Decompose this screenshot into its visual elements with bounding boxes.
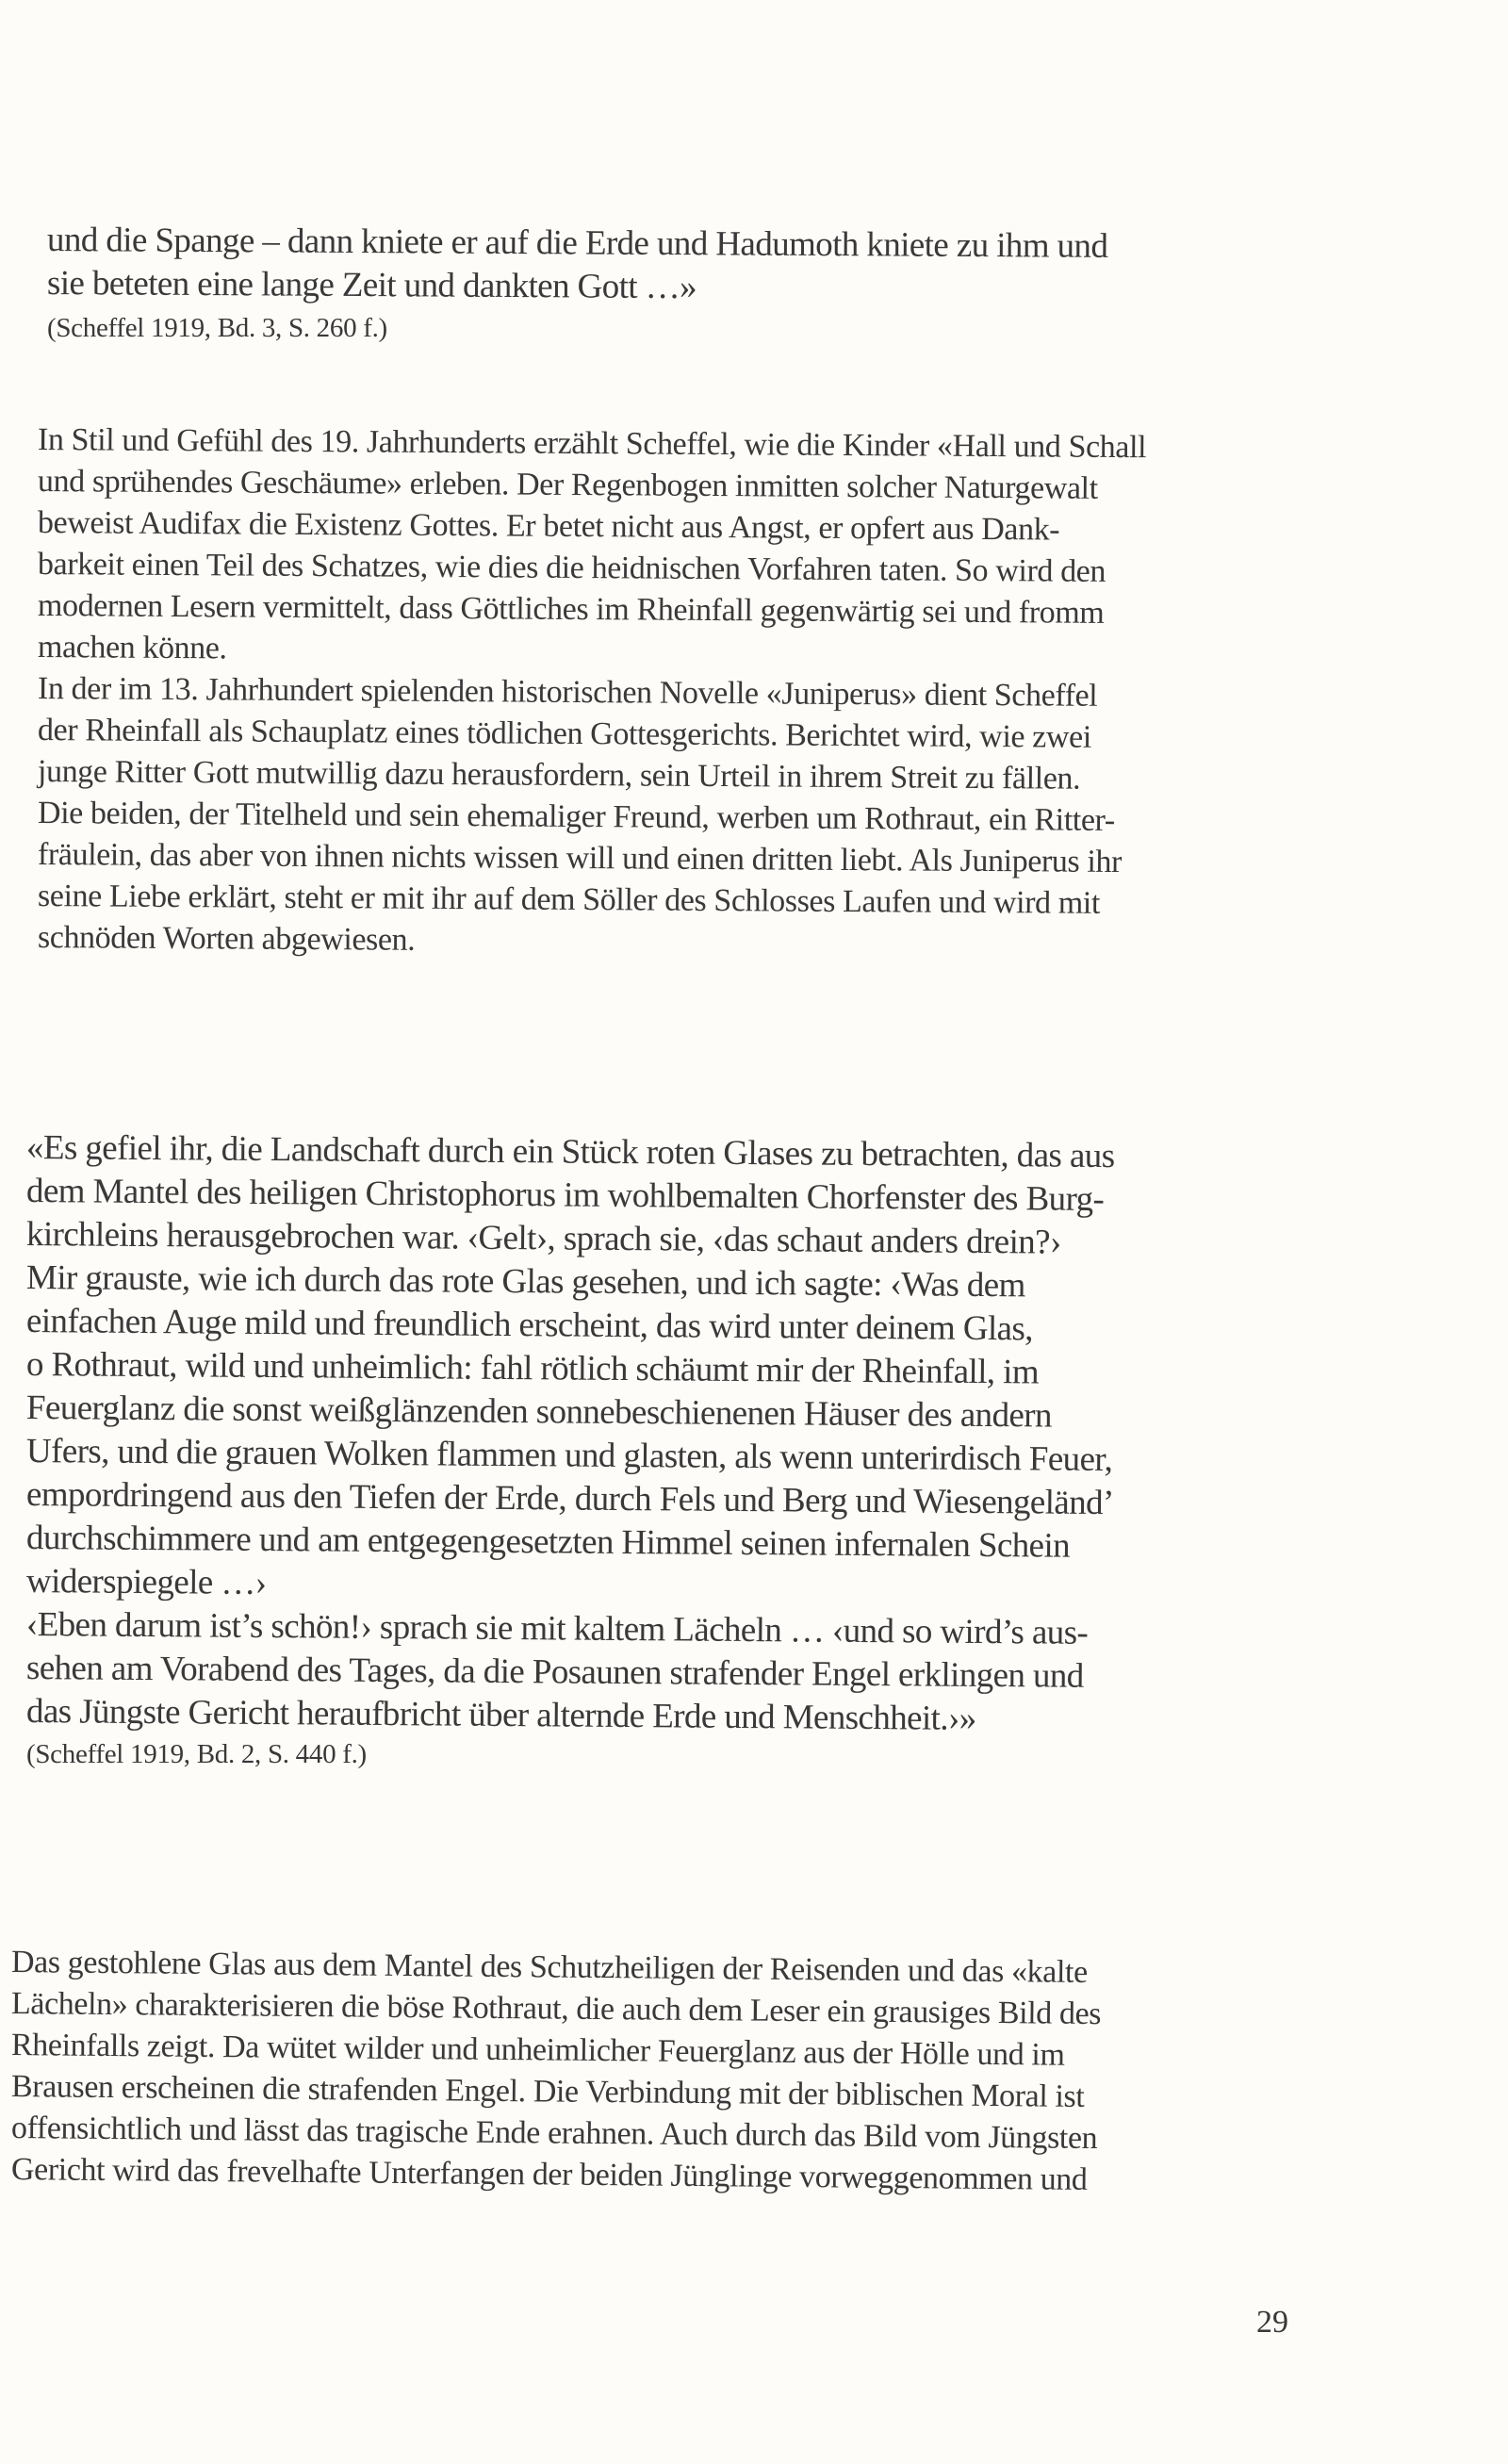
body-line: In der im 13. Jahrhundert spielenden historischen Novelle «Juniperus» dient Scheffel [37,671,1098,714]
body-line: Rheinfalls zeigt. Da wütet wilder und unheimlicher Feuerglanz aus der Hölle und im [10,2028,1065,2073]
quote-block-2 [26,1126,1115,1773]
body-line: beweist Audifax die Existenz Gottes. Er betet nicht aus Angst, er opfert aus Dank- [37,505,1060,548]
quote-line: o Rothraut, wild und unheimlich: fahl rötlich schäumt mir der Rheinfall, im [25,1345,1040,1392]
quote-line: kirchleins herausgebrochen war. ‹Gelt›, sprach sie, ‹das schaut anders drein?› [25,1215,1061,1262]
quote-line: und die Spange – dann kniete er auf die Erde und Hadumoth kniete zu ihm und [46,221,1108,266]
quote-line: das Jüngste Gericht heraufbricht über alternde Erde und Menschheit.›» [25,1692,976,1738]
body-paragraphs-2 [10,1942,1102,2197]
body-line: barkeit einen Teil des Schatzes, wie dies die heidnischen Vorfahren taten. So wird den [37,547,1106,589]
quote-line: einfachen Auge mild und freundlich erscheint, das wird unter deinem Glas, [25,1302,1034,1349]
body-line: offensichtlich und lässt das tragische Ende erahnen. Auch durch das Bild vom Jüngsten [10,2111,1098,2157]
citation: (Scheffel 1919, Bd. 3, S. 260 f.) [47,313,387,343]
body-line: seine Liebe erklärt, steht er mit ihr auf dem Söller des Schlosses Laufen und wird mit [37,879,1101,921]
body-line: der Rheinfall als Schauplatz eines tödlichen Gottesgerichts. Berichtet wird, wie zwei [37,713,1091,755]
quote-line: empordringend aus den Tiefen der Erde, durch Fels und Berg und Wiesengeländ’ [25,1475,1114,1523]
quote-line: sie beteten eine lange Zeit und dankten Gott …» [46,264,697,307]
body-line: schnöden Worten abgewiesen. [37,920,416,958]
body-line: fräulein, das aber von ihnen nichts wissen will und einen dritten liebt. Als Juniperus ihr [37,837,1123,880]
body-line: junge Ritter Gott mutwillig dazu herausfordern, sein Urteil in ihrem Streit zu fällen. [37,754,1081,797]
page-number: 29 [1256,2305,1288,2340]
quote-line: durchschimmere und am entgegengesetzten Himmel seinen infernalen Schein [25,1519,1071,1566]
body-line: Brausen erscheinen die strafenden Engel. Die Verbindung mit der biblischen Moral ist [10,2069,1085,2114]
body-line: Die beiden, der Titelheld und sein ehemaliger Freund, werben um Rothraut, ein Ritter- [37,796,1115,838]
quote-line: widerspiegele …› [25,1562,267,1602]
quote-line: sehen am Vorabend des Tages, da die Posaunen strafender Engel erklingen und [25,1649,1084,1696]
body-line: Gericht wird das frevelhafte Unterfangen der beiden Jünglinge vorweggenommen und [10,2152,1088,2197]
body-line: Lächeln» charakterisieren die böse Rothraut, die auch dem Leser ein grausiges Bild des [10,1986,1102,2032]
quote-line: ‹Eben darum ist’s schön!› sprach sie mit kaltem Lächeln … ‹und so wird’s aus- [25,1605,1089,1652]
body-line: In Stil und Gefühl des 19. Jahrhunderts erzählt Scheffel, wie die Kinder «Hall und Schall [37,422,1147,466]
quote-line: dem Mantel des heiligen Christophorus im wohlbemalten Chorfenster des Burg- [25,1172,1105,1219]
quote-line: Mir grauste, wie ich durch das rote Glas gesehen, und ich sagte: ‹Was dem [25,1258,1025,1306]
quote-line: «Es gefiel ihr, die Landschaft durch ein Stück roten Glases zu betrachten, das aus [25,1128,1115,1176]
quote-block-1 [47,219,1107,347]
body-line: Das gestohlene Glas aus dem Mantel des Schutzheiligen der Reisenden und das «kalte [10,1945,1088,1990]
quote-line: Feuerglanz die sonst weißglänzenden sonnebeschienenen Häuser des andern [25,1388,1053,1436]
body-line: machen könne. [37,630,227,666]
body-paragraphs-1 [38,419,1146,959]
quote-line: Ufers, und die grauen Wolken flammen und glasten, als wenn unterirdisch Feuer, [25,1432,1113,1480]
citation: (Scheffel 1919, Bd. 2, S. 440 f.) [26,1739,367,1769]
body-line: modernen Lesern vermittelt, dass Göttliches im Rheinfall gegenwärtig sei und fromm [37,588,1105,631]
body-line: und sprühendes Geschäume» erleben. Der Regenbogen inmitten solcher Naturgewalt [37,464,1098,506]
